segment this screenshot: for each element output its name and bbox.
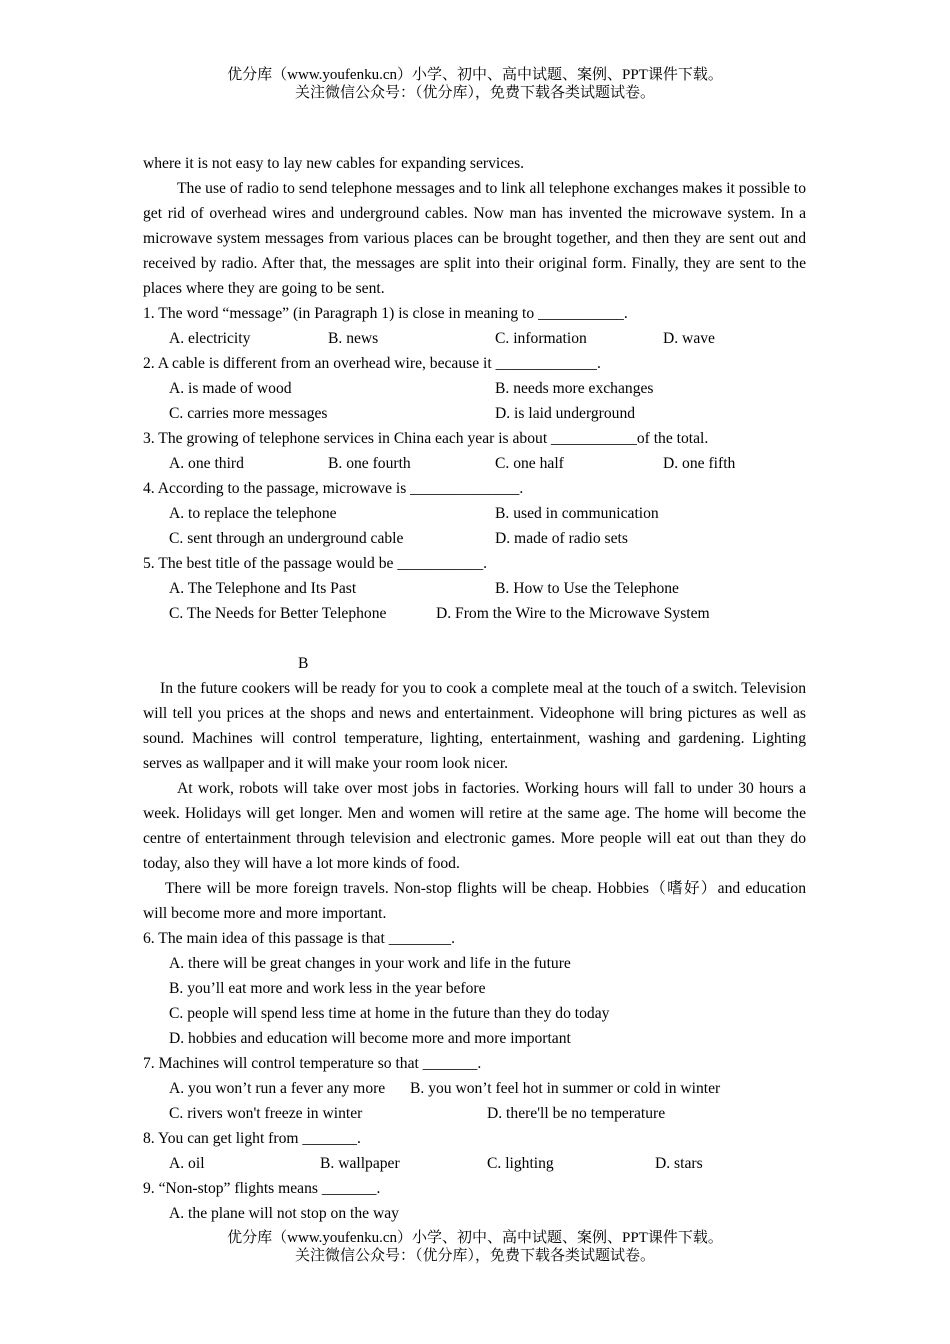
- header-line-1: 优分库（www.youfenku.cn）小学、初中、高中试题、案例、PPT课件下载。: [227, 67, 723, 83]
- question-5-option-d: D. From the Wire to the Microwave System: [436, 605, 710, 622]
- question-7-options-row-2: [143, 1101, 806, 1126]
- question-3-option-b: B. one fourth: [328, 455, 411, 472]
- passage-a-paragraph: The use of radio to send telephone messages and to link all telephone exchanges makes it possible to get rid of overhead wires and underground cables. Now man has invented the microwave system. In a microwave system messages from various places can be brought together, and then they are sent out and received by radio. After that, the messages are split into their original form. Finally, they are sent to the places where they are going to be sent.: [143, 180, 806, 297]
- question-7-option-d: D. there'll be no temperature: [487, 1105, 666, 1122]
- question-3-option-c: C. one half: [495, 455, 564, 472]
- question-4-option-b: B. used in communication: [495, 505, 659, 522]
- question-5-option-c: C. The Needs for Better Telephone: [169, 605, 387, 622]
- header-line-2: 关注微信公众号：（优分库），免费下载各类试题试卷。: [294, 85, 655, 101]
- question-1-option-a: A. electricity: [169, 330, 251, 347]
- section-b-label: B: [298, 655, 309, 672]
- question-6-option-d: D. hobbies and education will become more and more important: [169, 1030, 571, 1047]
- question-6-option-a: A. there will be great changes in your work and life in the future: [169, 955, 571, 972]
- section-b-heading: [143, 651, 806, 676]
- question-2-stem: 2. A cable is different from an overhead wire, because it _____________.: [143, 355, 601, 372]
- question-9-stem: 9. “Non-stop” flights means _______.: [143, 1180, 381, 1197]
- question-4-option-c: C. sent through an underground cable: [169, 530, 404, 547]
- question-5-option-b: B. How to Use the Telephone: [495, 580, 679, 597]
- question-1-options: [143, 326, 806, 351]
- footer-line-1: 优分库（www.youfenku.cn）小学、初中、高中试题、案例、PPT课件下载。: [227, 1230, 723, 1246]
- document-body: [143, 151, 806, 1226]
- page-header: [0, 66, 950, 102]
- question-4-option-a: A. to replace the telephone: [169, 505, 337, 522]
- question-2-options-row-1: [143, 376, 806, 401]
- question-9-option-a: A. the plane will not stop on the way: [169, 1205, 399, 1222]
- question-7-options-row-1: [143, 1076, 806, 1101]
- question-3-option-d: D. one fifth: [663, 455, 736, 472]
- question-5-options-row-2: [143, 601, 806, 626]
- question-8-option-b: B. wallpaper: [320, 1155, 400, 1172]
- question-2-options-row-2: [143, 401, 806, 426]
- passage-a-continuation: where it is not easy to lay new cables for expanding services.: [143, 155, 525, 172]
- question-8-option-c: C. lighting: [487, 1155, 554, 1172]
- question-1-option-d: D. wave: [663, 330, 715, 347]
- question-3-options: [143, 451, 806, 476]
- passage-b-paragraph-1: In the future cookers will be ready for you to cook a complete meal at the touch of a switch. Television will tell you prices at the shops and news and entertainment. Videophone will bring pictures as well as sound. Machines will control temperature, lighting, entertainment, washing and gardening. Lighting serves as wallpaper and it will make your room look nicer.: [143, 680, 806, 772]
- footer-line-2: 关注微信公众号：（优分库），免费下载各类试题试卷。: [294, 1248, 655, 1264]
- question-7-option-b: B. you won’t feel hot in summer or cold in winter: [410, 1080, 721, 1097]
- question-4-stem: 4. According to the passage, microwave is ______________.: [143, 480, 524, 497]
- question-8-stem: 8. You can get light from _______.: [143, 1130, 361, 1147]
- question-3-option-a: A. one third: [169, 455, 244, 472]
- question-2-option-b: B. needs more exchanges: [495, 380, 654, 397]
- question-6-stem: 6. The main idea of this passage is that ________.: [143, 930, 455, 947]
- question-2-option-d: D. is laid underground: [495, 405, 636, 422]
- question-1-stem: 1. The word “message” (in Paragraph 1) is close in meaning to ___________.: [143, 305, 628, 322]
- question-3-stem: 3. The growing of telephone services in China each year is about ___________of the total.: [143, 430, 709, 447]
- passage-b-paragraph-2: At work, robots will take over most jobs in factories. Working hours will fall to under 30 hours a week. Holidays will get longer. Men and women will retire at the same age. The home will become the centre of entertainment through television and electronic games. More people will eat out than they do today, also they will have a lot more kinds of food.: [143, 780, 806, 872]
- page-footer: [0, 1229, 950, 1265]
- question-6-option-c: C. people will spend less time at home in the future than they do today: [169, 1005, 610, 1022]
- question-8-option-d: D. stars: [655, 1155, 703, 1172]
- question-4-options-row-2: [143, 526, 806, 551]
- question-5-stem: 5. The best title of the passage would be ___________.: [143, 555, 488, 572]
- question-7-option-a: A. you won’t run a fever any more: [169, 1080, 386, 1097]
- question-8-option-a: A. oil: [169, 1155, 205, 1172]
- question-6-option-b: B. you’ll eat more and work less in the year before: [169, 980, 486, 997]
- question-1-option-b: B. news: [328, 330, 379, 347]
- question-2-option-c: C. carries more messages: [169, 405, 328, 422]
- question-7-option-c: C. rivers won't freeze in winter: [169, 1105, 363, 1122]
- question-7-stem: 7. Machines will control temperature so that _______.: [143, 1055, 482, 1072]
- question-8-options: [143, 1151, 806, 1176]
- question-5-options-row-1: [143, 576, 806, 601]
- passage-b-paragraph-3: There will be more foreign travels. Non-stop flights will be cheap. Hobbies（嗜好）and education will become more and more important.: [143, 880, 806, 922]
- question-5-option-a: A. The Telephone and Its Past: [169, 580, 357, 597]
- question-4-option-d: D. made of radio sets: [495, 530, 628, 547]
- question-4-options-row-1: [143, 501, 806, 526]
- spacer: [143, 626, 806, 651]
- question-1-option-c: C. information: [495, 330, 587, 347]
- question-2-option-a: A. is made of wood: [169, 380, 292, 397]
